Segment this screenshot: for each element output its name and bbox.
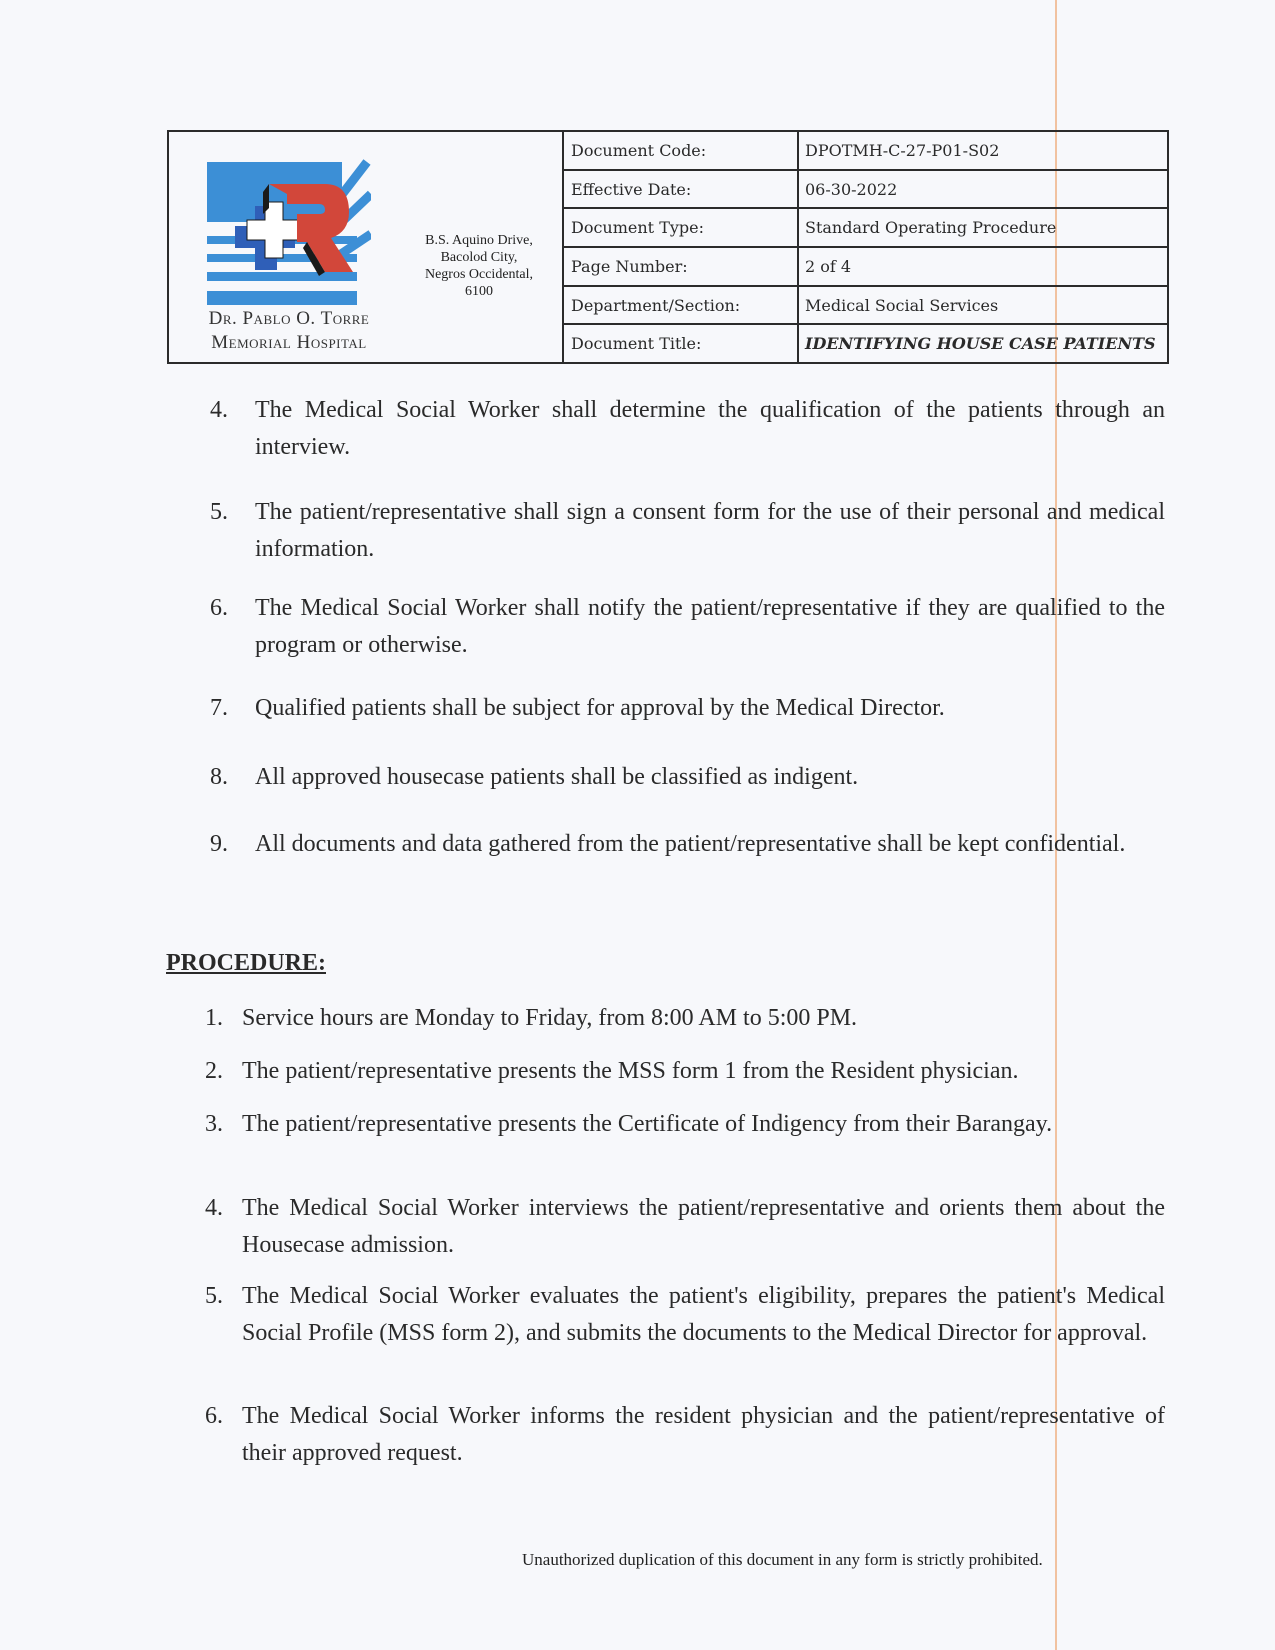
- item-number: 8.: [210, 764, 228, 790]
- item-number: 6.: [205, 1403, 223, 1429]
- document-metadata-table: [564, 132, 1167, 362]
- item-text: The Medical Social Worker shall notify the patient/representative if they are qualified to the program or otherwise.: [255, 595, 1165, 658]
- item-text: The patient/representative presents the MSS form 1 from the Resident physician.: [242, 1058, 1019, 1084]
- document-header: [167, 130, 1169, 364]
- meta-row-department: [564, 287, 1167, 326]
- item-number: 4.: [210, 397, 228, 423]
- meta-label: Document Type:: [564, 209, 799, 246]
- meta-row-document-title: [564, 325, 1167, 362]
- meta-label: Document Title:: [564, 325, 799, 362]
- item-number: 5.: [205, 1283, 223, 1309]
- item-text: The Medical Social Worker shall determine the qualification of the patients through an interview.: [255, 397, 1165, 460]
- meta-row-document-type: [564, 209, 1167, 248]
- meta-row-document-code: [564, 132, 1167, 171]
- meta-value: Standard Operating Procedure: [805, 218, 1057, 238]
- item-text: The patient/representative shall sign a consent form for the use of their personal and medical information.: [255, 499, 1165, 562]
- meta-value-title: IDENTIFYING HOUSE CASE PATIENTS: [805, 334, 1156, 354]
- hospital-logo-icon: [207, 154, 371, 308]
- item-number: 1.: [205, 1005, 223, 1031]
- hospital-name: [179, 307, 399, 355]
- item-number: 3.: [205, 1111, 223, 1137]
- item-text: The Medical Social Worker informs the resident physician and the patient/representative of their approved request.: [242, 1403, 1165, 1466]
- item-number: 5.: [210, 499, 228, 525]
- item-text: Service hours are Monday to Friday, from 8:00 AM to 5:00 PM.: [242, 1005, 858, 1031]
- hospital-name-line1: Dr. Pablo O. Torre: [208, 308, 370, 329]
- address-line: B.S. Aquino Drive,: [425, 233, 533, 248]
- item-text: The Medical Social Worker interviews the patient/representative and orients them about the Housecase admission.: [242, 1195, 1165, 1258]
- hospital-identity-cell: [169, 132, 564, 362]
- item-number: 7.: [210, 695, 228, 721]
- item-text: The Medical Social Worker evaluates the patient's eligibility, prepares the patient's Medical Social Profile (MSS form 2), and submits the documents to the Medical Director for approval.: [242, 1283, 1165, 1346]
- meta-value: 06-30-2022: [805, 179, 898, 199]
- meta-row-effective-date: [564, 171, 1167, 210]
- item-text: The patient/representative presents the Certificate of Indigency from their Barangay.: [242, 1111, 1053, 1137]
- meta-value: DPOTMH-C-27-P01-S02: [805, 140, 1000, 160]
- address-line: 6100: [465, 284, 493, 299]
- procedure-heading: PROCEDURE:: [166, 950, 326, 976]
- meta-label: Page Number:: [564, 248, 799, 285]
- item-text: Qualified patients shall be subject for approval by the Medical Director.: [255, 695, 945, 721]
- item-number: 2.: [205, 1058, 223, 1084]
- item-text: All documents and data gathered from the patient/representative shall be kept confidential.: [255, 831, 1126, 857]
- meta-value: Medical Social Services: [805, 295, 999, 315]
- meta-label: Document Code:: [564, 132, 799, 169]
- item-number: 4.: [205, 1195, 223, 1221]
- hospital-address: [399, 232, 559, 300]
- hospital-name-line2: Memorial Hospital: [211, 332, 367, 353]
- address-line: Negros Occidental,: [424, 267, 534, 282]
- item-text: All approved housecase patients shall be classified as indigent.: [255, 764, 859, 790]
- meta-label: Department/Section:: [564, 287, 799, 324]
- item-number: 6.: [210, 595, 228, 621]
- meta-row-page-number: [564, 248, 1167, 287]
- item-number: 9.: [210, 831, 228, 857]
- duplication-notice: Unauthorized duplication of this document in any form is strictly prohibited.: [522, 1550, 1043, 1569]
- meta-label: Effective Date:: [564, 171, 799, 208]
- meta-value: 2 of 4: [805, 256, 852, 276]
- address-line: Bacolod City,: [440, 250, 518, 265]
